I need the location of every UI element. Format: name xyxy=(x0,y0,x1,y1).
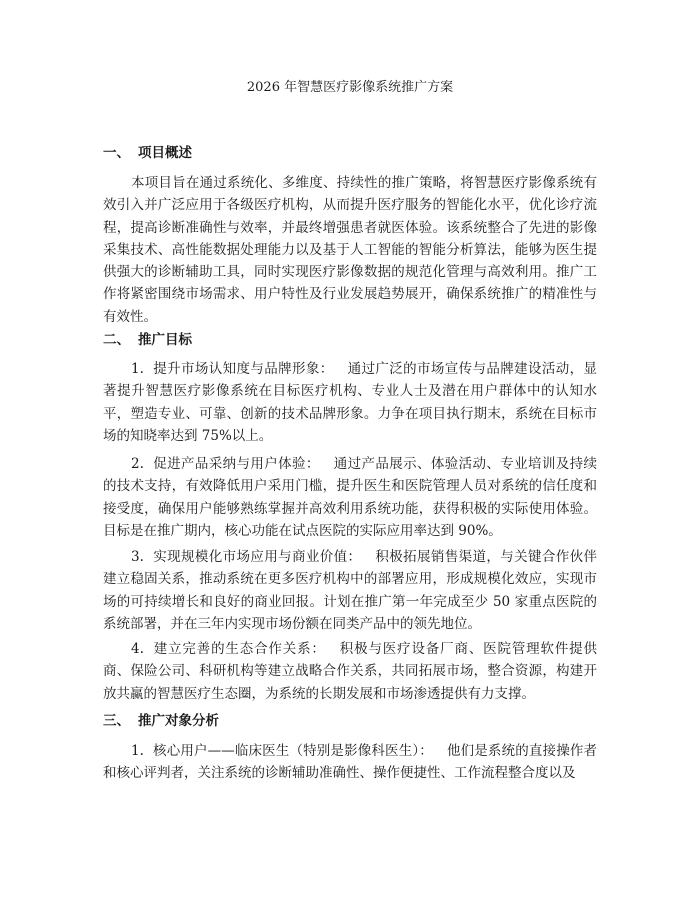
section-heading-audience xyxy=(103,711,219,731)
audience-item-1 xyxy=(103,740,597,785)
item-text: 积极拓展销售渠道，与关键合作伙伴建立稳固关系，推动系统在更多医疗机构中的部署应用，形成规模化效应，实现市场的可持续增长和良好的商业回报。计划在推广第一年完成至少 50 家重点医院的系统部署，并在三年内实现市场份额在同类产品中的领先地位。 xyxy=(103,549,598,632)
item-number: 1. xyxy=(131,361,144,377)
section-number: 三、 xyxy=(103,713,130,729)
goal-item-4 xyxy=(103,638,597,705)
item-number: 4. xyxy=(131,641,144,657)
section-title: 推广目标 xyxy=(138,332,192,348)
item-title: 实现规模化市场应用与商业价值： xyxy=(152,549,362,565)
goal-item-1 xyxy=(103,358,597,447)
item-text: 他们是系统的直接操作者和核心评判者，关注系统的诊断辅助准确性、操作便捷性、工作流程整合度以及 xyxy=(103,743,598,782)
section-title: 项目概述 xyxy=(138,145,192,161)
section-title: 推广对象分析 xyxy=(138,713,219,729)
section-number: 一、 xyxy=(103,145,130,161)
item-text: 通过产品展示、体验活动、专业培训及持续的技术支持，有效降低用户采用门槛，提升医生和医院管理人员对系统的信任度和接受度，确保用户能够熟练掌握并高效利用系统功能，获得积极的实际使用体验。目标是在推广期内，核心功能在试点医院的实际应用率达到 90%。 xyxy=(103,456,598,539)
item-number: 1. xyxy=(131,743,144,759)
item-number: 3. xyxy=(131,549,144,565)
goal-item-3 xyxy=(103,546,597,635)
item-title: 提升市场认知度与品牌形象： xyxy=(152,361,334,377)
item-text: 积极与医疗设备厂商、医院管理软件提供商、保险公司、科研机构等建立战略合作关系，共同拓展市场，整合资源，构建开放共赢的智慧医疗生态圈，为系统的长期发展和市场渗透提供有力支撑。 xyxy=(103,641,598,702)
item-text: 通过广泛的市场宣传与品牌建设活动，显著提升智慧医疗影像系统在目标医疗机构、专业人士及潜在用户群体中的认知水平，塑造专业、可靠、创新的技术品牌形象。力争在项目执行期末，系统在目标市场的知晓率达到 75%以上。 xyxy=(103,361,598,444)
item-number: 2. xyxy=(131,456,144,472)
document-title: 2026 年智慧医疗影像系统推广方案 xyxy=(246,80,454,95)
item-title: 建立完善的生态合作关系： xyxy=(152,641,326,657)
section-heading-overview xyxy=(103,143,192,163)
section-number: 二、 xyxy=(103,332,130,348)
overview-paragraph: 本项目旨在通过系统化、多维度、持续性的推广策略，将智慧医疗影像系统有效引入并广泛应用于各级医疗机构，从而提升医疗服务的智能化水平，优化诊疗流程，提高诊断准确性与效率，并最终增强患者就医体验。该系统整合了先进的影像采集技术、高性能数据处理能力以及基于人工智能的智能分析算法，能够为医生提供强大的诊断辅助工具，同时实现医疗影像数据的规范化管理与高效利用。推广工作将紧密围绕市场需求、用户特性及行业发展趋势展开，确保系统推广的精准性与有效性。 xyxy=(103,175,597,325)
item-title: 核心用户——临床医生（特别是影像科医生）： xyxy=(152,743,433,759)
item-title: 促进产品采纳与用户体验： xyxy=(152,456,320,472)
section-heading-goals xyxy=(103,330,192,350)
goal-item-2 xyxy=(103,453,597,542)
